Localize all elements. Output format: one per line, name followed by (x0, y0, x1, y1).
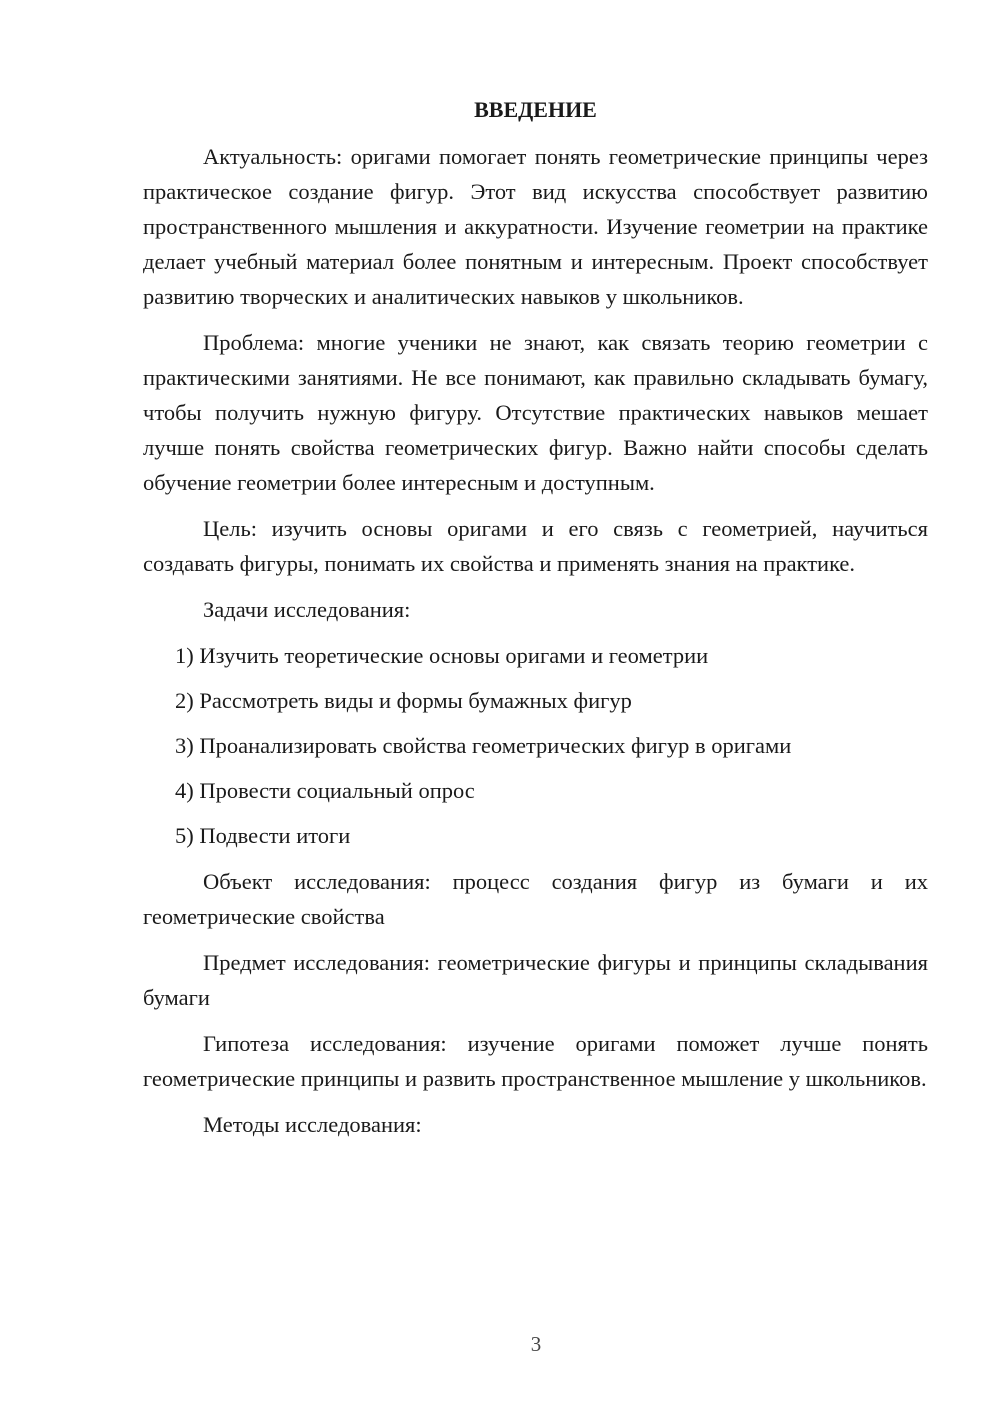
task-item-1: 1) Изучить теоретические основы оригами и геометрии (175, 643, 709, 668)
paragraph-relevance: Актуальность: оригами помогает понять геометрические принципы через практическое создание фигур. Этот вид искусства способствует развитию пространственного мышления и аккуратности. Изучение геометрии на практике делает учебный материал более понятным и интересным. Проект способствует развитию творческих и аналитических навыков у школьников. (143, 144, 928, 309)
page-content (143, 92, 928, 1153)
task-item-3: 3) Проанализировать свойства геометрических фигур в оригами (175, 733, 792, 758)
paragraph-subject: Предмет исследования: геометрические фигуры и принципы складывания бумаги (143, 950, 928, 1010)
page-number: 3 (530, 1332, 542, 1356)
section-title: ВВЕДЕНИЕ (474, 97, 597, 122)
task-item-2: 2) Рассмотреть виды и формы бумажных фигур (175, 688, 632, 713)
tasks-list (143, 638, 928, 853)
paragraph-goal: Цель: изучить основы оригами и его связь с геометрией, научиться создавать фигуры, понимать их свойства и применять знания на практике. (143, 516, 928, 576)
paragraph-hypothesis: Гипотеза исследования: изучение оригами поможет лучше понять геометрические принципы и развить пространственное мышление у школьников. (143, 1031, 928, 1091)
task-item-4: 4) Провести социальный опрос (175, 778, 475, 803)
methods-label: Методы исследования: (203, 1112, 422, 1137)
paragraph-problem: Проблема: многие ученики не знают, как связать теорию геометрии с практическими занятиями. Не все понимают, как правильно складывать бумагу, чтобы получить нужную фигуру. Отсутствие практических навыков мешает лучше понять свойства геометрических фигур. Важно найти способы сделать обучение геометрии более интересным и доступным. (143, 330, 928, 495)
task-item-5: 5) Подвести итоги (175, 823, 351, 848)
tasks-label: Задачи исследования: (203, 597, 411, 622)
paragraph-object: Объект исследования: процесс создания фигур из бумаги и их геометрические свойства (143, 869, 928, 929)
